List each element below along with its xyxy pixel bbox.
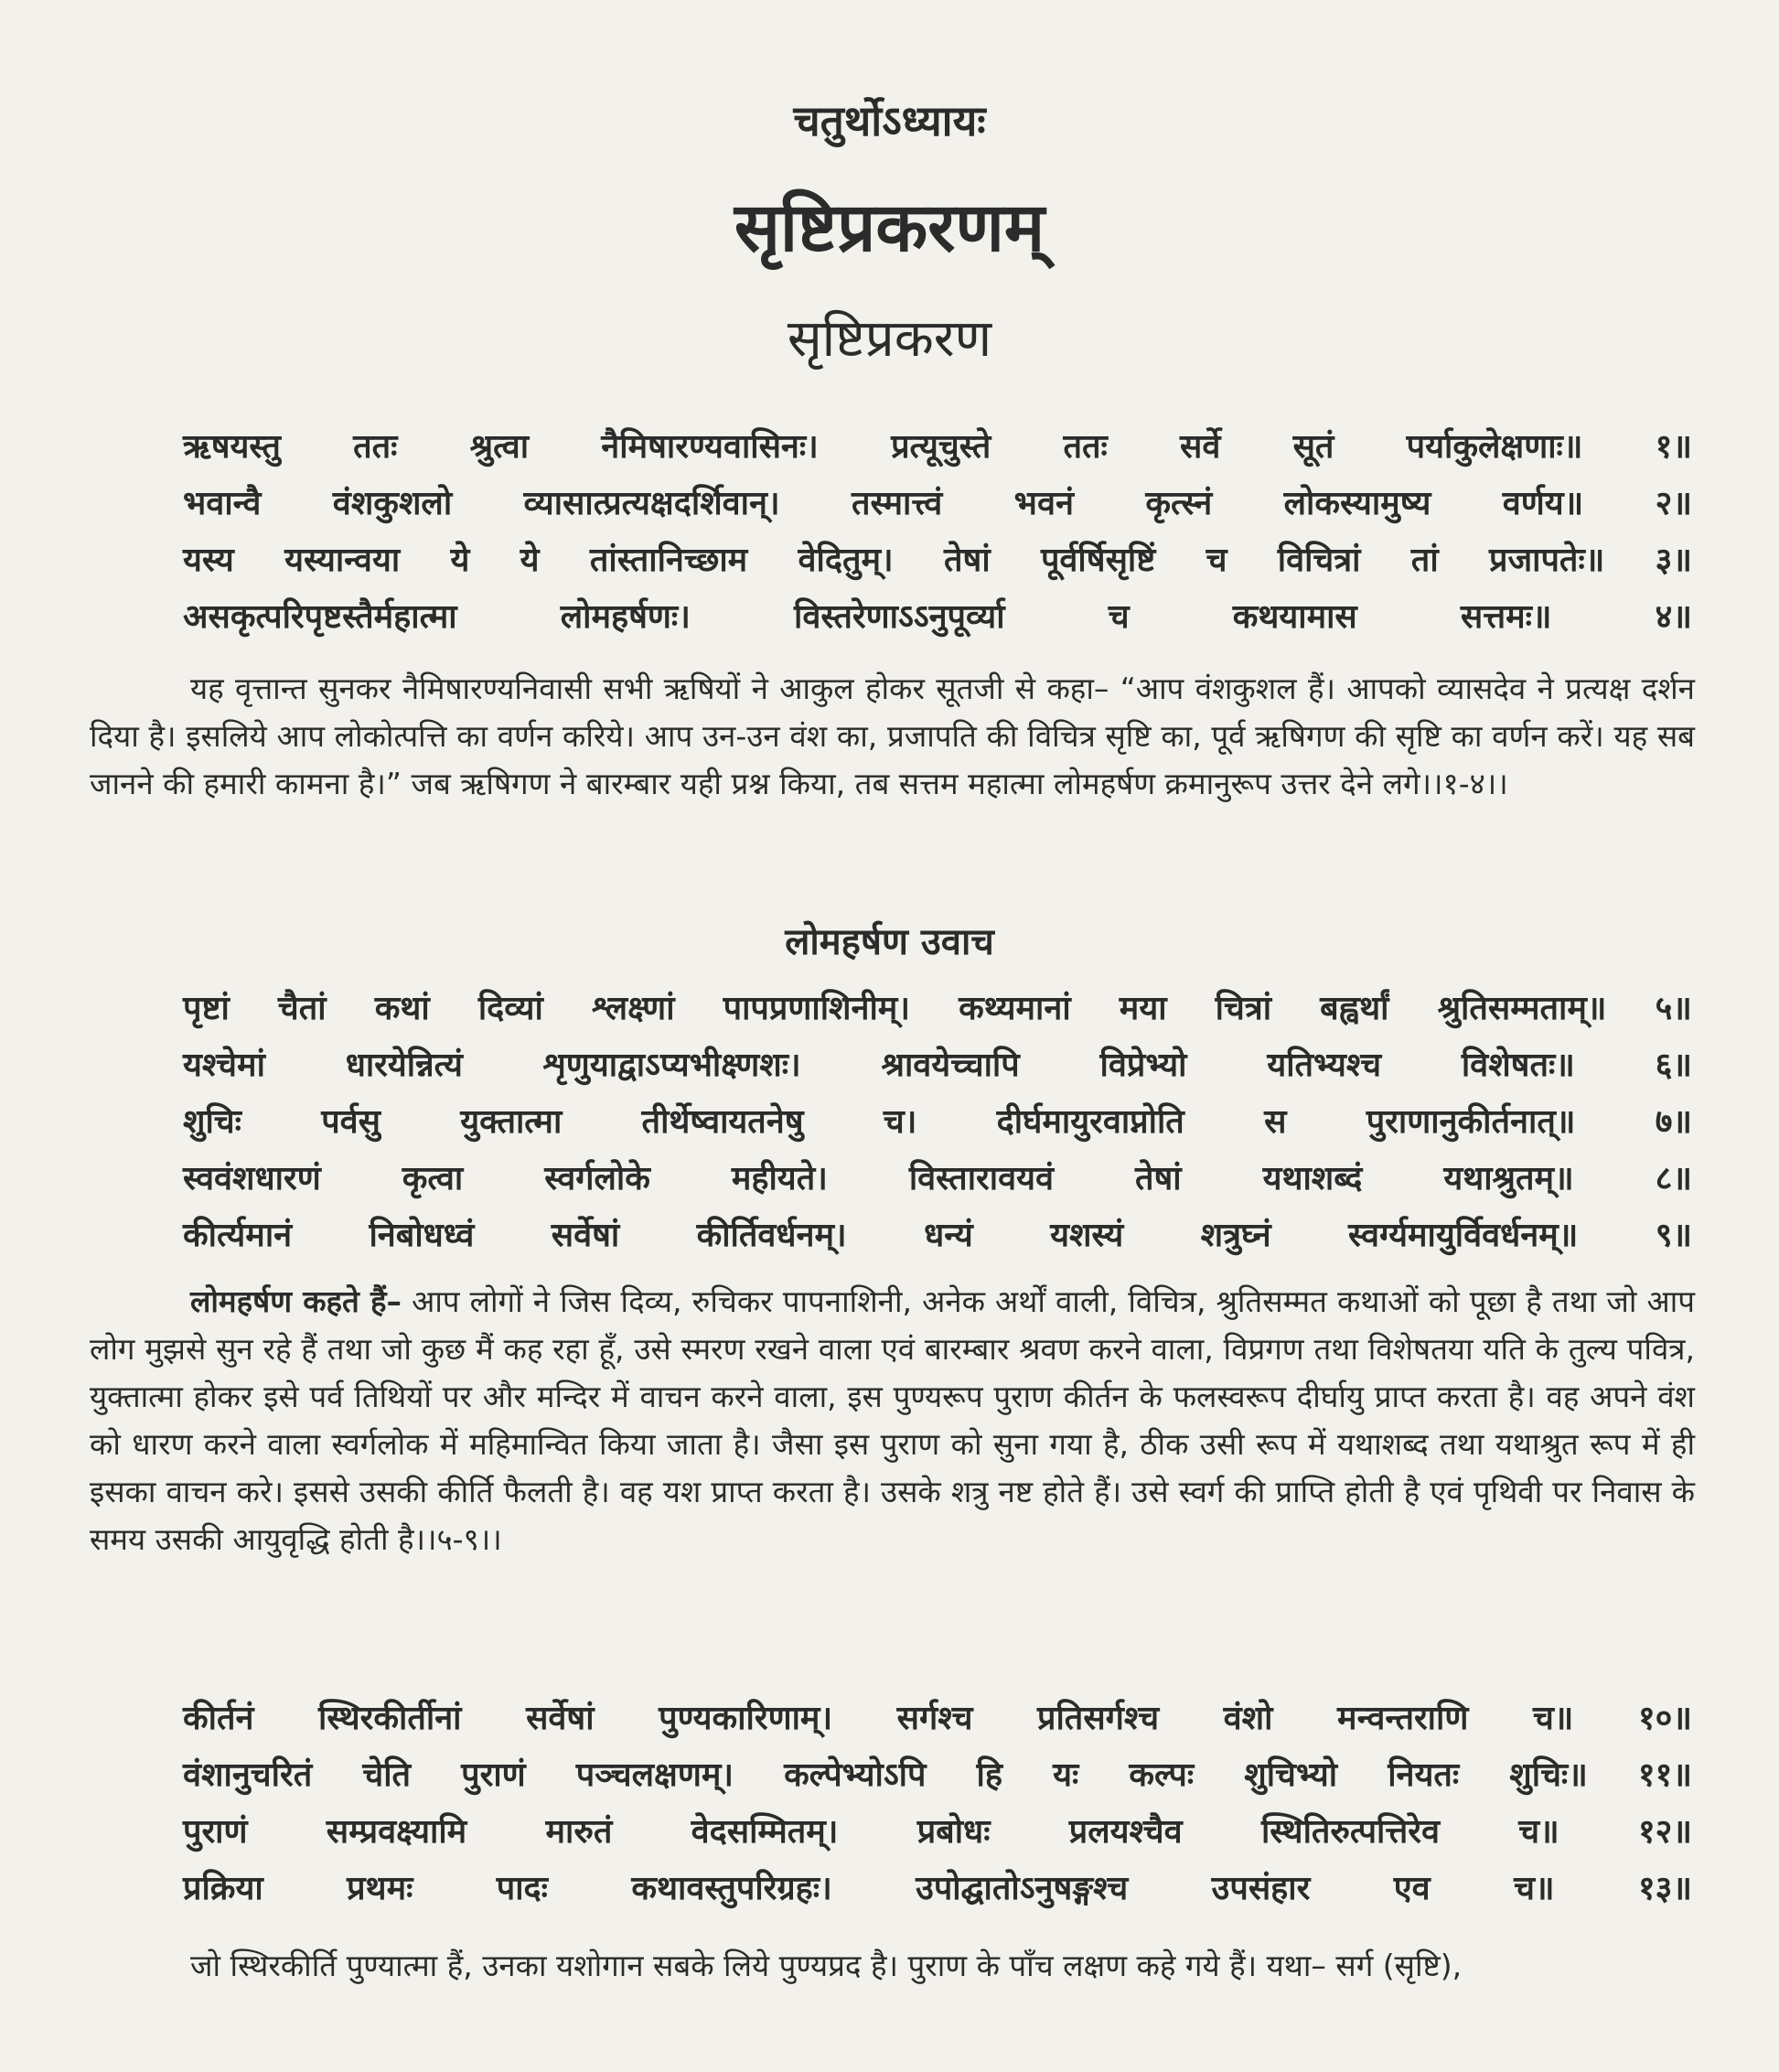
verse-line bbox=[183, 981, 1692, 1037]
verse-word: यः bbox=[1053, 1756, 1079, 1794]
verse-line bbox=[183, 1037, 1692, 1094]
verse-word: सत्तमः॥ bbox=[1460, 598, 1552, 636]
verse-word: च। bbox=[883, 1103, 917, 1141]
verse-word: प्रक्रिया bbox=[183, 1870, 263, 1907]
verse-line bbox=[183, 1151, 1692, 1208]
verse-word: ८॥ bbox=[1655, 1160, 1692, 1197]
verse-word: उपोद्घातोऽनुषङ्गश्च bbox=[916, 1870, 1129, 1907]
verse-word: वर्णय॥ bbox=[1502, 485, 1584, 522]
verse-block-2 bbox=[183, 981, 1692, 1264]
verse-word: वंशो bbox=[1223, 1700, 1273, 1737]
verse-word: दीर्घमायुरवाप्नोति bbox=[996, 1103, 1184, 1141]
verse-word: कथां bbox=[374, 990, 430, 1027]
verse-word: वेदितुम्। bbox=[798, 542, 894, 579]
verse-word: सर्वे bbox=[1180, 428, 1221, 466]
verse-word: धारयेन्नित्यं bbox=[345, 1047, 463, 1084]
verse-word: कीर्त्यमानं bbox=[183, 1217, 293, 1254]
verse-word: स्थितिरुत्पत्तिरेव bbox=[1260, 1813, 1440, 1851]
speaker-lead: लोमहर्षण कहते हैं– bbox=[190, 1283, 402, 1319]
verse-word: ९॥ bbox=[1655, 1217, 1692, 1254]
verse-word: शुचिः॥ bbox=[1509, 1756, 1588, 1794]
verse-word: श्रावयेच्चापि bbox=[881, 1047, 1020, 1084]
verse-line bbox=[183, 589, 1692, 646]
verse-word: १२॥ bbox=[1637, 1813, 1692, 1851]
verse-word: भवान्वै bbox=[183, 485, 262, 522]
verse-word: ये bbox=[450, 542, 470, 579]
verse-word: नियतः bbox=[1388, 1756, 1460, 1794]
verse-word: पुराणानुकीर्तनात्॥ bbox=[1366, 1103, 1576, 1141]
verse-line bbox=[183, 1861, 1692, 1917]
verse-word: भवनं bbox=[1013, 485, 1074, 522]
verse-word: कीर्तनं bbox=[183, 1700, 254, 1737]
verse-word: विस्तरेणाऽऽनुपूर्व्या bbox=[794, 598, 1005, 636]
verse-word: पुण्यकारिणाम्। bbox=[659, 1700, 833, 1737]
verse-line bbox=[183, 1804, 1692, 1861]
verse-word: शृणुयाद्वाऽप्यभीक्ष्णशः। bbox=[542, 1047, 801, 1084]
verse-word: कल्पेभ्योऽपि bbox=[784, 1756, 927, 1794]
verse-line bbox=[183, 1208, 1692, 1264]
verse-block-3 bbox=[183, 1691, 1692, 1917]
verse-word: पूर्वर्षिसृष्टिं bbox=[1040, 542, 1156, 579]
verse-line bbox=[183, 1747, 1692, 1804]
section-heading: लोमहर्षण उवाच bbox=[785, 921, 994, 963]
verse-word: श्लक्ष्णां bbox=[591, 990, 675, 1027]
verse-word: वेदसम्मितम्। bbox=[691, 1813, 839, 1851]
prose-paragraph-1: यह वृत्तान्त सुनकर नैमिषारण्यनिवासी सभी ऋषियों ने आकुल होकर सूतजी से कहा– “आप वंशकुशल हैं। आपको व्यासदेव ने प्रत्यक्ष दर्शन दिया है। इसलिये आप लोकोत्पत्ति का वर्णन करिये। आप उन-उन वंश का, प्रजापति की विचित्र सृष्टि का, पूर्व ऋषिगण की सृष्टि का वर्णन करें। यह सब जानने की हमारी कामना है।” जब ऋषिगण ने बारम्बार यही प्रश्न किया, तब सत्तम महात्मा लोमहर्षण क्रमानुरूप उत्तर देने लगे।।१-४।। bbox=[90, 671, 1695, 801]
verse-word: उपसंहार bbox=[1211, 1870, 1311, 1907]
verse-word: तीर्थेष्वायतनेषु bbox=[641, 1103, 804, 1141]
verse-word: यथाशब्दं bbox=[1262, 1160, 1363, 1197]
verse-word: चित्रां bbox=[1215, 990, 1272, 1027]
verse-line bbox=[183, 419, 1692, 476]
prose-paragraph-2 bbox=[90, 1278, 1695, 1563]
verse-word: स्वर्गलोके bbox=[544, 1160, 650, 1197]
verse-word: वंशानुचरितं bbox=[183, 1756, 313, 1794]
verse-word: सूतं bbox=[1292, 428, 1334, 466]
verse-word: स bbox=[1264, 1103, 1287, 1141]
verse-word: २॥ bbox=[1655, 485, 1692, 522]
verse-word: कथयामास bbox=[1232, 598, 1357, 636]
verse-word: १३॥ bbox=[1637, 1870, 1692, 1907]
verse-word: सम्प्रवक्ष्यामि bbox=[326, 1813, 467, 1851]
verse-word: कथ्यमानां bbox=[959, 990, 1071, 1027]
verse-word: दिव्यां bbox=[477, 990, 543, 1027]
verse-word: सर्गश्च bbox=[896, 1700, 973, 1737]
verse-word: महीयते। bbox=[731, 1160, 828, 1197]
verse-word: १॥ bbox=[1655, 428, 1692, 466]
verse-word: विशेषतः॥ bbox=[1461, 1047, 1575, 1084]
verse-word: प्रथमः bbox=[347, 1870, 413, 1907]
verse-word: वंशकुशलो bbox=[332, 485, 453, 522]
verse-word: पञ्चलक्षणम्। bbox=[575, 1756, 734, 1794]
verse-word: पापप्रणाशिनीम्। bbox=[723, 990, 910, 1027]
verse-word: प्रतिसर्गश्च bbox=[1037, 1700, 1160, 1737]
verse-word: ४॥ bbox=[1655, 598, 1692, 636]
verse-word: ७॥ bbox=[1655, 1103, 1692, 1141]
verse-word: तांस्तानिच्छाम bbox=[589, 542, 748, 579]
verse-word: श्रुतिसम्मताम्॥ bbox=[1437, 990, 1607, 1027]
verse-word: यस्य bbox=[183, 542, 234, 579]
verse-word: असकृत्परिपृष्टस्तैर्महात्मा bbox=[183, 598, 457, 636]
verse-word: लोकस्यामुष्य bbox=[1283, 485, 1431, 522]
verse-word: कल्पः bbox=[1129, 1756, 1195, 1794]
verse-word: प्रत्यूचुस्ते bbox=[891, 428, 991, 466]
verse-word: मन्वन्तराणि bbox=[1337, 1700, 1469, 1737]
verse-word: धन्यं bbox=[924, 1217, 973, 1254]
verse-word: मया bbox=[1119, 990, 1167, 1027]
verse-word: तेषां bbox=[944, 542, 991, 579]
chapter-heading: चतुर्थोऽध्यायः bbox=[793, 96, 986, 145]
verse-word: पुराणं bbox=[183, 1813, 248, 1851]
verse-word: व्यासात्प्रत्यक्षदर्शिवान्। bbox=[523, 485, 780, 522]
verse-word: स्ववंशधारणं bbox=[183, 1160, 321, 1197]
verse-word: हि bbox=[976, 1756, 1002, 1794]
verse-word: ११॥ bbox=[1637, 1756, 1692, 1794]
verse-word: शुचिः bbox=[183, 1103, 241, 1141]
verse-word: यशस्यं bbox=[1050, 1217, 1124, 1254]
verse-word: श्रुत्वा bbox=[469, 428, 530, 466]
verse-word: ऋषयस्तु bbox=[183, 428, 281, 466]
verse-word: प्रजापतेः॥ bbox=[1488, 542, 1605, 579]
verse-word: नैमिषारण्यवासिनः। bbox=[601, 428, 819, 466]
verse-word: पुराणं bbox=[461, 1756, 526, 1794]
verse-word: तां bbox=[1410, 542, 1439, 579]
verse-word: चैतां bbox=[277, 990, 327, 1027]
verse-word: १०॥ bbox=[1637, 1700, 1692, 1737]
verse-word: ये bbox=[520, 542, 540, 579]
verse-word: ततः bbox=[1063, 428, 1108, 466]
prose-paragraph-2-text: आप लोगों ने जिस दिव्य, रुचिकर पापनाशिनी, अनेक अर्थों वाली, विचित्र, श्रुतिसम्मत कथाओं को पूछा है तथा जो आप लोग मुझसे सुन रहे हैं तथा जो कुछ मैं कह रहा हूँ, उसे स्मरण रखने वाला एवं बारम्बार श्रवण करने वाला, विप्रगण तथा विशेषतया यति के तुल्य पवित्र, युक्तात्मा होकर इसे पर्व तिथियों पर और मन्दिर में वाचन करने वाला, इस पुण्यरूप पुराण कीर्तन के फलस्वरूप दीर्घायु प्राप्त करता है। वह अपने वंश को धारण करने वाला स्वर्गलोक में महिमान्वित किया जाता है। जैसा इस पुराण को सुना गया है, ठीक उसी रूप में यथाशब्द तथा यथाश्रुत रूप में ही इसका वाचन करे। इससे उसकी कीर्ति फैलती है। वह यश प्राप्त करता है। उसके शत्रु नष्ट होते हैं। उसे स्वर्ग की प्राप्ति होती है एवं पृथिवी पर निवास के समय उसकी आयुवृद्धि होती है।।५-९।। bbox=[90, 1283, 1695, 1557]
verse-word: च bbox=[1206, 542, 1227, 579]
verse-word: विस्तारावयवं bbox=[908, 1160, 1054, 1197]
verse-word: तस्मात्त्वं bbox=[852, 485, 943, 522]
main-title: सृष्टिप्रकरणम् bbox=[734, 188, 1045, 267]
verse-word: कृत्स्नं bbox=[1145, 485, 1213, 522]
verse-line bbox=[183, 476, 1692, 532]
verse-word: च bbox=[1108, 598, 1130, 636]
verse-word: स्वर्ग्यमायुर्विवर्धनम्॥ bbox=[1348, 1217, 1579, 1254]
verse-word: शत्रुघ्नं bbox=[1200, 1217, 1271, 1254]
verse-line bbox=[183, 1691, 1692, 1747]
verse-word: प्रबोधः bbox=[916, 1813, 991, 1851]
sub-title: सृष्टिप्रकरण bbox=[787, 309, 992, 369]
verse-word: सर्वेषां bbox=[526, 1700, 595, 1737]
verse-word: पर्वसु bbox=[321, 1103, 381, 1141]
verse-word: यथाश्रुतम्॥ bbox=[1443, 1160, 1574, 1197]
verse-word: विचित्रां bbox=[1277, 542, 1361, 579]
verse-word: लोमहर्षणः। bbox=[560, 598, 691, 636]
verse-word: मारुतं bbox=[545, 1813, 613, 1851]
verse-word: एव bbox=[1393, 1870, 1431, 1907]
verse-word: युक्तात्मा bbox=[460, 1103, 563, 1141]
verse-word: ५॥ bbox=[1655, 990, 1692, 1027]
prose-paragraph-3: जो स्थिरकीर्ति पुण्यात्मा हैं, उनका यशोगान सबके लिये पुण्यप्रद है। पुराण के पाँच लक्षण कहे गये हैं। यथा– सर्ग (सृष्टि), bbox=[190, 1948, 1463, 1983]
verse-word: च॥ bbox=[1514, 1870, 1555, 1907]
verse-word: यस्यान्वया bbox=[284, 542, 401, 579]
verse-line bbox=[183, 1094, 1692, 1151]
verse-word: निबोधध्वं bbox=[369, 1217, 475, 1254]
verse-word: तेषां bbox=[1134, 1160, 1182, 1197]
verse-block-1 bbox=[183, 419, 1692, 646]
verse-word: विप्रेभ्यो bbox=[1099, 1047, 1187, 1084]
verse-word: चेति bbox=[362, 1756, 412, 1794]
verse-word: पादः bbox=[496, 1870, 548, 1907]
verse-word: बह्वर्थां bbox=[1320, 990, 1389, 1027]
verse-word: कृत्वा bbox=[402, 1160, 464, 1197]
verse-word: पृष्टां bbox=[183, 990, 230, 1027]
verse-word: यतिभ्यश्च bbox=[1267, 1047, 1382, 1084]
verse-line bbox=[183, 532, 1692, 589]
verse-word: शुचिभ्यो bbox=[1244, 1756, 1338, 1794]
verse-word: च॥ bbox=[1518, 1813, 1559, 1851]
verse-word: कथावस्तुपरिग्रहः। bbox=[631, 1870, 832, 1907]
verse-word: स्थिरकीर्तीनां bbox=[318, 1700, 462, 1737]
verse-word: पर्याकुलेक्षणाः॥ bbox=[1406, 428, 1583, 466]
verse-word: प्रलयश्चैव bbox=[1068, 1813, 1183, 1851]
verse-word: यश्चेमां bbox=[183, 1047, 265, 1084]
verse-word: कीर्तिवर्धनम्। bbox=[696, 1217, 847, 1254]
verse-word: सर्वेषां bbox=[551, 1217, 620, 1254]
verse-word: ३॥ bbox=[1655, 542, 1692, 579]
verse-word: ६॥ bbox=[1655, 1047, 1692, 1084]
verse-word: च॥ bbox=[1532, 1700, 1574, 1737]
verse-word: ततः bbox=[353, 428, 398, 466]
